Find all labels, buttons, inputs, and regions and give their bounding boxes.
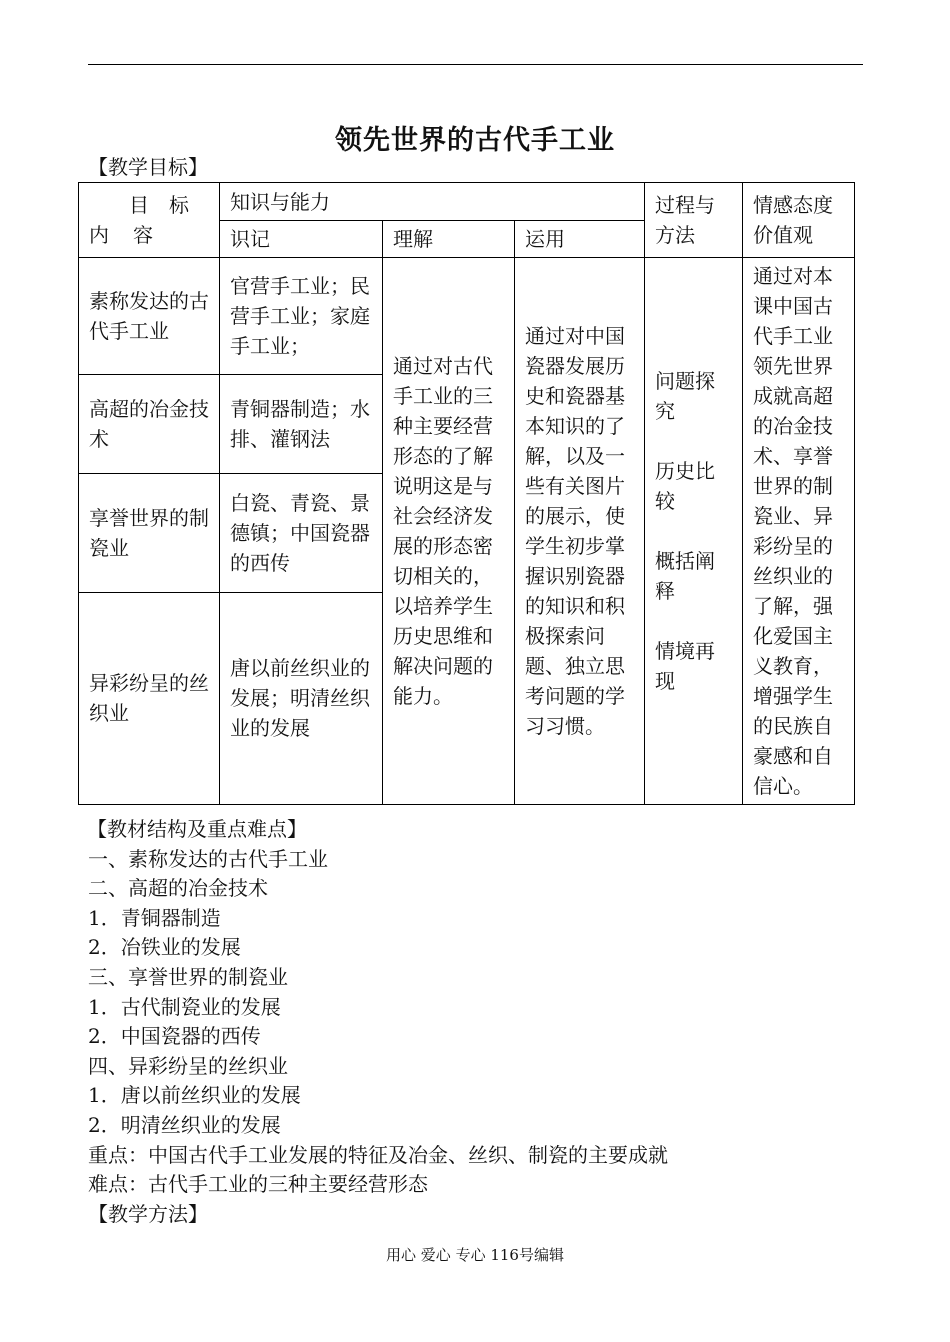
process-item: 概括阐释 [655, 549, 715, 603]
structure-outline [88, 815, 668, 1229]
recall-cell: 青铜器制造；水排、灌钢法 [220, 374, 383, 473]
process-header: 过程与方法 [645, 183, 743, 258]
goals-heading: 【教学目标】 [88, 155, 208, 179]
subheader-understand: 理解 [383, 221, 515, 258]
outline-line: 2．明清丝织业的发展 [88, 1112, 281, 1137]
header-rule [88, 64, 863, 65]
page-title: 领先世界的古代手工业 [335, 125, 615, 156]
recall-cell: 白瓷、青瓷、景德镇；中国瓷器的西传 [220, 474, 383, 593]
outline-line: 一、素称发达的古代手工业 [88, 846, 328, 871]
outline-line: 1．古代制瓷业的发展 [88, 994, 281, 1019]
content-cell: 素称发达的古代手工业 [79, 258, 220, 375]
content-cell: 异彩纷呈的丝织业 [79, 592, 220, 804]
outline-line: 1．青铜器制造 [88, 905, 221, 930]
apply-cell: 通过对中国瓷器发展历史和瓷器基本知识的了解，以及一些有关图片的展示，使学生初步掌握识别瓷器的知识和积极探索问题、独立思考问题的学习习惯。 [515, 258, 645, 805]
process-item: 历史比较 [655, 459, 715, 513]
process-item: 情境再现 [655, 639, 715, 693]
outline-line: 三、享誉世界的制瓷业 [88, 964, 288, 989]
subheader-apply: 运用 [515, 221, 645, 258]
process-item: 问题探究 [655, 369, 715, 423]
content-cell: 高超的冶金技术 [79, 374, 220, 473]
outline-line: 2．中国瓷器的西传 [88, 1024, 261, 1049]
structure-heading: 【教材结构及重点难点】 [87, 817, 307, 841]
understand-cell: 通过对古代手工业的三种主要经营形态的了解说明这是与社会经济发展的形态密切相关的，以培养学生历史思维和解决问题的能力。 [383, 258, 515, 805]
outline-line: 1．唐以前丝织业的发展 [88, 1083, 301, 1108]
difficult-point: 难点：古代手工业的三种主要经营形态 [88, 1172, 428, 1197]
outline-line: 2．冶铁业的发展 [88, 935, 241, 960]
method-heading: 【教学方法】 [88, 1201, 208, 1226]
outline-line: 四、异彩纷呈的丝织业 [88, 1053, 288, 1078]
emotion-cell: 通过对本课中国古代手工业领先世界成就高超的冶金技术、享誉世界的制瓷业、异彩纷呈的丝织业的了解，强化爱国主义教育，增强学生的民族自豪感和自信心。 [743, 258, 855, 805]
emotion-header: 情感态度价值观 [743, 183, 855, 258]
recall-cell: 唐以前丝织业的发展；明清丝织业的发展 [220, 592, 383, 804]
teaching-goals-table [78, 182, 855, 805]
outline-line: 二、高超的冶金技术 [88, 876, 268, 901]
content-cell: 享誉世界的制瓷业 [79, 474, 220, 593]
process-cell [645, 258, 743, 805]
page-footer: 用心 爱心 专心 116号编辑 [386, 1246, 564, 1264]
key-point: 重点：中国古代手工业发展的特征及冶金、丝织、制瓷的主要成就 [88, 1142, 668, 1167]
corner-top-label: 目标 [129, 193, 209, 217]
recall-cell: 官营手工业；民营手工业；家庭手工业； [220, 258, 383, 375]
corner-header-cell [79, 183, 220, 258]
subheader-recall: 识记 [220, 221, 383, 258]
corner-bottom-label: 内容 [89, 223, 177, 247]
knowledge-header: 知识与能力 [220, 183, 645, 221]
